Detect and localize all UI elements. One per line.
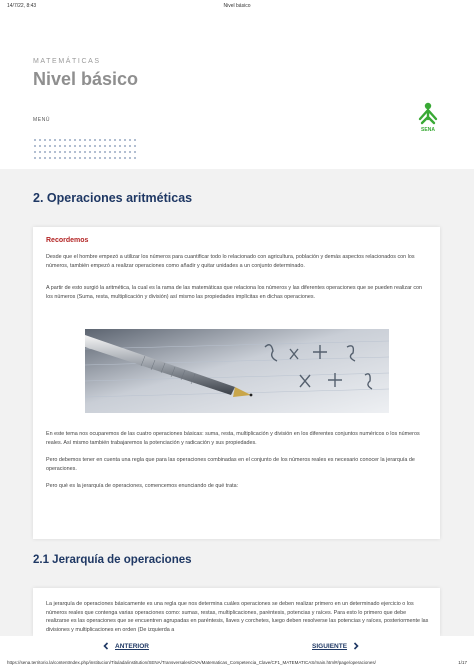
print-header — [0, 0, 474, 12]
recordemos-card — [33, 227, 440, 539]
page-navigation — [0, 636, 474, 656]
page-url: https://sena.territorio.la/contentIndex.php/institucion/Titulada/institution/SENA/Transversales/OVA/Matematicas_Competencia_Clave/CF1_MATEMATICAS/main.html#/page/operaciones/ — [7, 660, 376, 665]
section-heading-jerarquia: 2.1 Jerarquía de operaciones — [33, 554, 192, 566]
page-title: Nivel básico — [33, 69, 139, 89]
previous-label: ANTERIOR — [115, 642, 149, 650]
chevron-left-icon — [102, 642, 110, 650]
sena-logo-icon — [410, 97, 446, 133]
next-label: SIGUIENTE — [312, 642, 348, 650]
previous-button[interactable] — [102, 640, 149, 652]
jerarquia-card — [33, 588, 440, 636]
paragraph-intro: Desde que el hombre empezó a utilizar los números para cuantificar todo lo relacionado con agricultura, población y demás aspectos relacionados con los números, también empezó a realizar operaciones como añadir y quitar unidades a un conjunto determinado. — [46, 254, 415, 269]
logo-text: SENA — [421, 127, 435, 133]
section-heading-operaciones: 2. Operaciones aritméticas — [33, 191, 193, 205]
menu-button[interactable]: MENÚ — [33, 117, 51, 123]
print-title: Nivel básico — [223, 3, 251, 9]
next-button[interactable] — [312, 640, 360, 652]
paragraph-jerarquia: La jerarquía de operaciones básicamente es una regla que nos determina cuáles operaciones se deben realizar primero en un determinado ejercicio o los números reales que contenga varias operaciones como: sumas, restas, multiplicaciones, paréntesis, potencias y raíces. Para esto lo primero que debe realizarse es las operaciones que se encuentren agrupadas en paréntesis, llaves y corchetes, luego deben resolverse las potencias y raíces, posteriormente las divisiones y multiplicaciones en orden (De izquierda a — [46, 601, 429, 633]
print-footer — [0, 656, 474, 670]
card-title: Recordemos — [46, 237, 89, 244]
paragraph-pregunta: Pero qué es la jerarquía de operaciones, comencemos enunciando de qué trata: — [46, 483, 239, 489]
page-number: 1/17 — [458, 660, 467, 665]
pen-photo — [85, 329, 389, 413]
paragraph-aritmetica: A partir de esto surgió la aritmética, la cual es la rama de las matemáticas que relaciona los números y las diferentes operaciones que se pueden realizar con los números (Suma, resta, multiplicación y división) así mismo las propiedades implícitas en dichas operaciones. — [46, 285, 423, 300]
paragraph-tema: En este tema nos ocuparemos de las cuatro operaciones básicas: suma, resta, multiplicación y división en los diferentes conjuntos numéricos o los números reales. Así mismo también trabajaremos la potenciación y radicación y sus propiedades. — [46, 431, 420, 446]
chevron-right-icon — [352, 642, 360, 650]
decorative-dots-icon — [33, 138, 137, 160]
paragraph-regla: Pero debemos tener en cuenta una regla que para las operaciones combinadas en el conjunto de los números reales es necesario conocer la jerarquía de operaciones. — [46, 457, 415, 472]
subject-label: MATEMÁTICAS — [33, 58, 101, 65]
print-date: 14/7/22, 8:43 — [7, 3, 37, 9]
